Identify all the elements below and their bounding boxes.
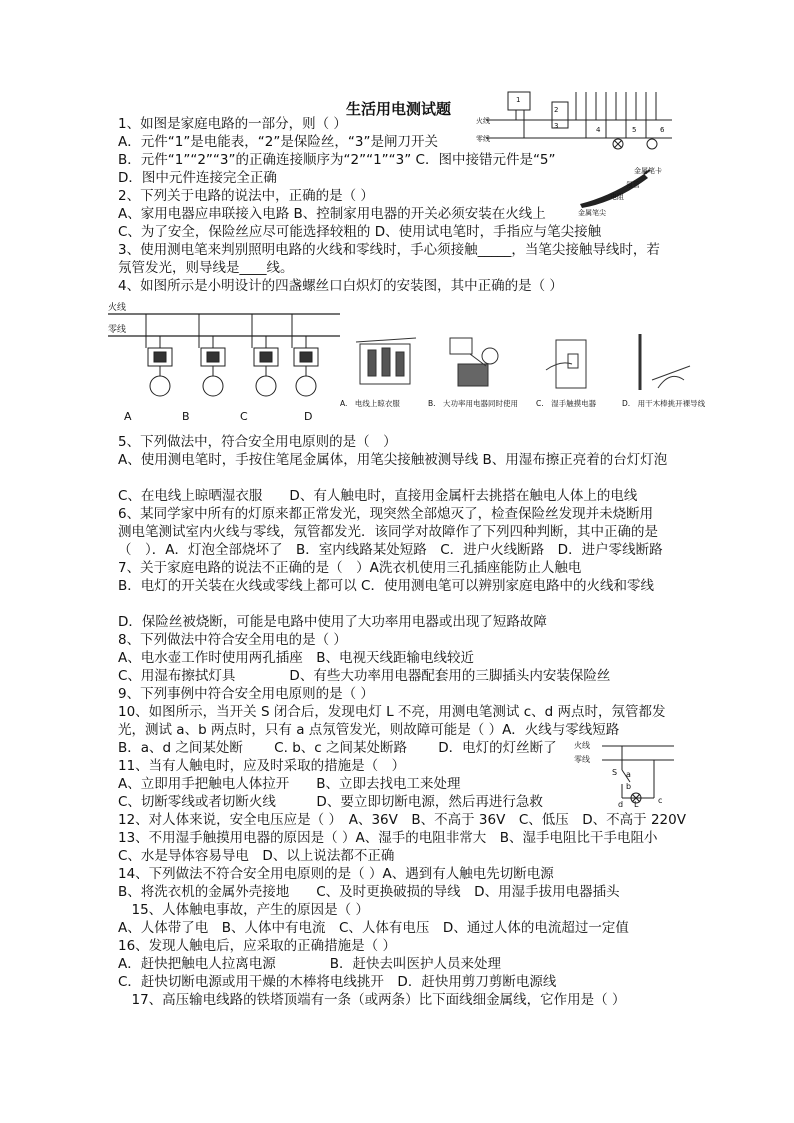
- text-line: A、使用测电笔时，手按住笔尾金属体，用笔尖接触被测导线 B、用湿布擦正亮着的台灯灯泡: [118, 452, 668, 468]
- lamp-wiring-diagram: [108, 300, 340, 410]
- element-1-label: 1: [516, 96, 521, 104]
- zero-line-label: 零线: [476, 135, 490, 143]
- text-line: C、在电线上晾晒湿衣服 D、有人触电时，直接用金属杆去挑搭在触电人体上的电线: [118, 488, 638, 504]
- fire-line-label: 火线: [476, 117, 490, 125]
- option-d-label: D: [304, 410, 313, 423]
- fire-line-label: 火线: [574, 741, 590, 750]
- household-circuit-figure: [476, 86, 672, 158]
- circuit-diagram: [476, 86, 672, 158]
- scenario-a-label: A. 电线上晾衣服: [340, 399, 400, 408]
- scenario-drawings: [340, 330, 712, 396]
- text-line: 8、下列做法中符合安全用电的是（ ）: [118, 632, 347, 648]
- text-line: 1、如图是家庭电路的一部分，则（ ）: [118, 116, 347, 132]
- text-line: C．赶快切断电源或用干燥的木棒将电线挑开 D．赶快用剪刀剪断电源线: [118, 974, 557, 990]
- text-line: 测电笔测试室内火线与零线，氖管都发光．该同学对故障作了下列四种判断，其中正确的是: [118, 524, 658, 540]
- text-line: 氖管发光，则导线是____线。: [118, 260, 294, 276]
- element-4-label: 4: [596, 126, 601, 134]
- option-a-label: A: [124, 410, 132, 423]
- element-5-label: 5: [632, 126, 637, 134]
- lamp-l-label: L: [634, 800, 639, 809]
- text-line: 11、当有人触电时，应及时采取的措施是（ ）: [118, 758, 406, 774]
- text-line: C、为了安全，保险丝应尽可能选择较粗的 D、使用试电笔时，手指应与笔尖接触: [118, 224, 602, 240]
- text-line: 9、下列事例中符合安全用电原则的是（ ）: [118, 686, 374, 702]
- text-line: A．元件“1”是电能表，“2”是保险丝，“3”是闸刀开关: [118, 134, 438, 150]
- zero-line-label: 零线: [574, 755, 590, 764]
- text-line: B．电灯的开关装在火线或零线上都可以 C．使用测电笔可以辨别家庭电路中的火线和零线: [118, 578, 654, 594]
- text-line: 6、某同学家中所有的灯原来都正常发光，现突然全部熄灭了，检查保险丝发现并未烧断用: [118, 506, 654, 522]
- text-line: 15、人体触电事故，产生的原因是（ ）: [118, 902, 369, 918]
- scenario-b-label: B. 大功率用电器同时使用: [428, 399, 519, 408]
- element-2-label: 2: [554, 106, 559, 114]
- text-line: 7、关于家庭电路的说法不正确的是（ ）A洗衣机使用三孔插座能防止人触电: [118, 560, 582, 576]
- fire-line-label: 火线: [108, 303, 127, 313]
- text-line: 光，测试 a、b 两点时，只有 a 点氖管发光，则故障可能是（ ）A．火线与零线短路: [118, 722, 620, 738]
- text-line: C、切断零线或者切断火线 D、要立即切断电源，然后再进行急救: [118, 794, 543, 810]
- text-line: 3、使用测电笔来判别照明电路的火线和零线时，手心须接触_____，当笔尖接触导线时，若: [118, 242, 660, 258]
- resistor-label: 电阻: [610, 193, 624, 201]
- element-3-label: 3: [554, 122, 559, 130]
- lamp-installation-figure: [108, 300, 340, 426]
- scenario-c-label: C. 湿手触摸电器: [536, 399, 597, 408]
- text-line: D．保险丝被烧断，可能是电路中使用了大功率用电器或出现了短路故障: [118, 614, 547, 630]
- element-6-label: 6: [660, 126, 665, 134]
- zero-line-label: 零线: [108, 325, 127, 335]
- text-line: A、家用电器应串联接入电路 B、控制家用电器的开关必须安装在火线上: [118, 206, 546, 222]
- switch-s-label: S: [612, 768, 618, 777]
- text-line: A、电水壶工作时使用两孔插座 B、电视天线距输电线较近: [118, 650, 474, 666]
- text-line: A．赶快把触电人拉离电源 B．赶快去叫医护人员来处理: [118, 956, 501, 972]
- text-line: 16、发现人触电后，应采取的正确措施是（ ）: [118, 938, 396, 954]
- safety-scenarios-figure: [340, 330, 712, 410]
- test-pen-figure: [572, 166, 672, 226]
- scenario-d-label: D. 用干木棒挑开裸导线: [622, 399, 706, 408]
- text-line: A、立即用手把触电人体拉开 B、立即去找电工来处理: [118, 776, 461, 792]
- text-line: B、将洗衣机的金属外壳接地 C、及时更换破损的导线 D、用湿手拔用电器插头: [118, 884, 620, 900]
- text-line: A、人体带了电 B、人体中有电流 C、人体有电压 D、通过人体的电流超过一定值: [118, 920, 629, 936]
- text-line: B．a、d 之间某处断 C. b、c 之间某处断路 D．电灯的灯丝断了: [118, 740, 557, 756]
- text-line: 14、下列做法不符合安全用电原则的是（ ）A、遇到有人触电先切断电源: [118, 866, 554, 882]
- text-line: 4、如图所示是小明设计的四盏螺丝口白炽灯的安装图，其中正确的是（ ）: [118, 278, 563, 294]
- text-line: （ ）．A．灯泡全部烧坏了 B．室内线路某处短路 C．进户火线断路 D．进户零线断路: [118, 542, 663, 558]
- text-line: 17、高压输电线路的铁塔顶端有一条（或两条）比下面线细金属线，它作用是（ ）: [118, 992, 626, 1008]
- switch-lamp-figure: [574, 736, 674, 808]
- pen-tip-label: 金属笔尖: [578, 209, 606, 217]
- text-line: C、水是导体容易导电 D、以上说法都不正确: [118, 848, 395, 864]
- point-b-label: b: [626, 782, 632, 791]
- page-title: 生活用电测试题: [346, 100, 452, 118]
- option-c-label: C: [240, 410, 248, 423]
- text-line: 5、下列做法中，符合安全用电原则的是（ ）: [118, 434, 397, 450]
- pen-clip-label: 金属笔卡: [634, 167, 662, 175]
- option-b-label: B: [182, 410, 190, 423]
- text-line: 10、如图所示，当开关 S 闭合后，发现电灯 L 不亮，用测电笔测试 c、d 两点时，氖管都发: [118, 704, 666, 720]
- text-line: 13、不用湿手触摸用电器的原因是（ ）A、湿手的电阻非常大 B、湿手电阻比干手电阻小: [118, 830, 658, 846]
- text-line: 2、下列关于电路的说法中，正确的是（ ）: [118, 188, 374, 204]
- point-a-label: a: [626, 770, 631, 779]
- point-c-label: c: [658, 796, 663, 805]
- point-d-label: d: [618, 800, 624, 809]
- text-line: B．元件“1”“2”“3”的正确连接顺序为“2”“1”“3” C．图中接错元件是“5”: [118, 152, 556, 168]
- text-line: C、用湿布擦拭灯具 D、有些大功率用电器配套用的三脚插头内安装保险丝: [118, 668, 611, 684]
- text-line: D．图中元件连接完全正确: [118, 170, 277, 186]
- text-line: 12、对人体来说，安全电压应是（ ） A、36V B、不高于 36V C、低压 D、不高于 220V: [118, 812, 686, 828]
- neon-tube-label: 氖管: [626, 181, 640, 189]
